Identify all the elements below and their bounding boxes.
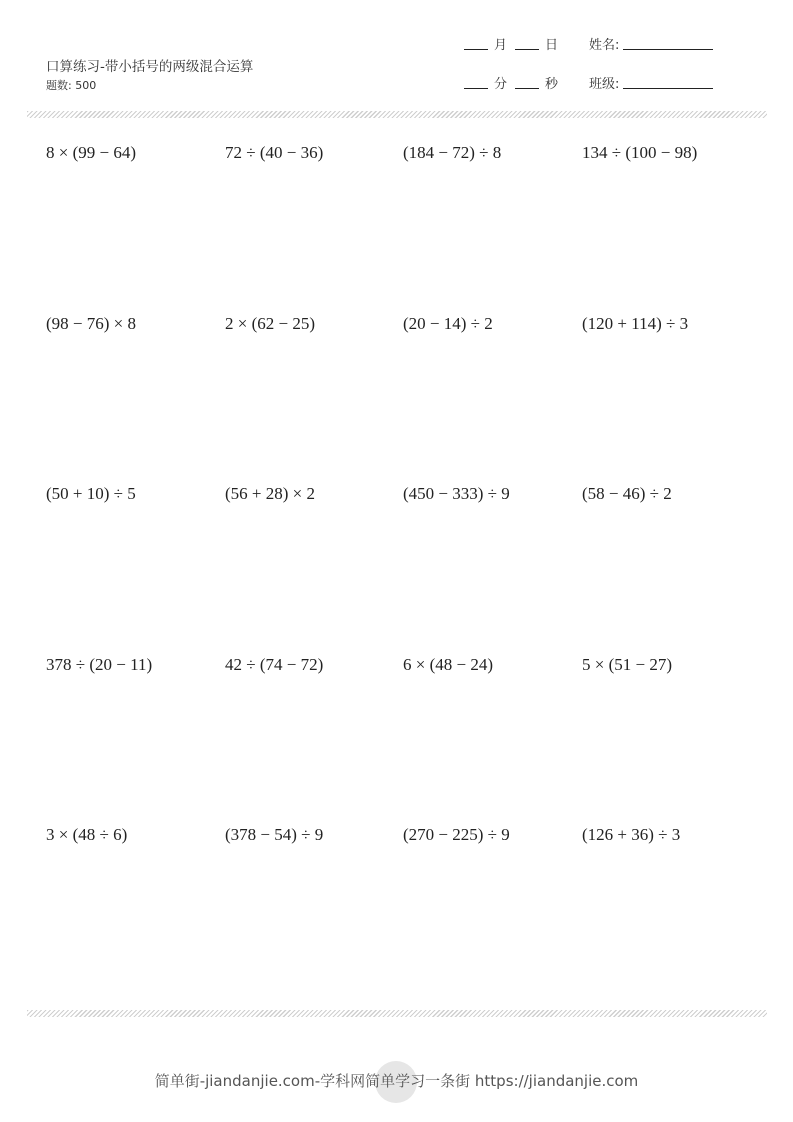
month-label: 月 — [494, 38, 508, 53]
time-field — [464, 73, 558, 92]
name-field — [589, 34, 713, 53]
problem: 3 × (48 ÷ 6) — [46, 825, 128, 844]
minute-label: 分 — [494, 77, 508, 92]
problem-count: 题数: 500 — [46, 79, 97, 92]
name-blank[interactable] — [623, 49, 713, 50]
problem-row — [46, 314, 766, 485]
top-divider — [27, 111, 767, 118]
problem: 134 ÷ (100 − 98) — [582, 143, 698, 162]
problem: (20 − 14) ÷ 2 — [403, 313, 493, 333]
problem: (50 + 10) ÷ 5 — [46, 484, 136, 503]
minute-blank[interactable] — [464, 88, 488, 89]
problem: (450 − 333) ÷ 9 — [403, 484, 510, 503]
worksheet-title: 口算练习-带小括号的两级混合运算 — [46, 59, 254, 75]
second-blank[interactable] — [515, 88, 539, 89]
date-field — [464, 34, 558, 53]
problem: 72 ÷ (40 − 36) — [225, 143, 324, 162]
problem: (126 + 36) ÷ 3 — [582, 825, 681, 844]
name-label: 姓名: — [589, 38, 620, 53]
problem: (184 − 72) ÷ 8 — [403, 143, 502, 162]
problem: 5 × (51 − 27) — [582, 654, 672, 674]
problem-grid — [46, 143, 766, 996]
footer-text: 简单街-jiandanjie.com-学科网简单学习一条街 https://jiandanjie.com — [154, 1072, 639, 1090]
problem-row — [46, 825, 766, 996]
day-blank[interactable] — [515, 49, 539, 50]
problem: 42 ÷ (74 − 72) — [225, 654, 324, 674]
class-label: 班级: — [589, 77, 620, 92]
problem-row — [46, 655, 766, 826]
problem: 6 × (48 − 24) — [403, 654, 493, 674]
class-field — [589, 73, 713, 92]
problem: 2 × (62 − 25) — [225, 313, 315, 333]
problem: (270 − 225) ÷ 9 — [403, 825, 510, 844]
month-blank[interactable] — [464, 49, 488, 50]
bottom-divider — [27, 1010, 767, 1017]
problem: (56 + 28) × 2 — [225, 484, 315, 503]
problem-row — [46, 143, 766, 314]
problem: 8 × (99 − 64) — [46, 143, 136, 162]
problem: (120 + 114) ÷ 3 — [582, 313, 689, 333]
problem: (58 − 46) ÷ 2 — [582, 484, 672, 503]
problem: (98 − 76) × 8 — [46, 313, 136, 333]
problem: 378 ÷ (20 − 11) — [46, 654, 153, 674]
second-label: 秒 — [545, 77, 559, 92]
problem: (378 − 54) ÷ 9 — [225, 825, 324, 844]
class-blank[interactable] — [623, 88, 713, 89]
day-label: 日 — [545, 38, 559, 53]
problem-row — [46, 484, 766, 655]
